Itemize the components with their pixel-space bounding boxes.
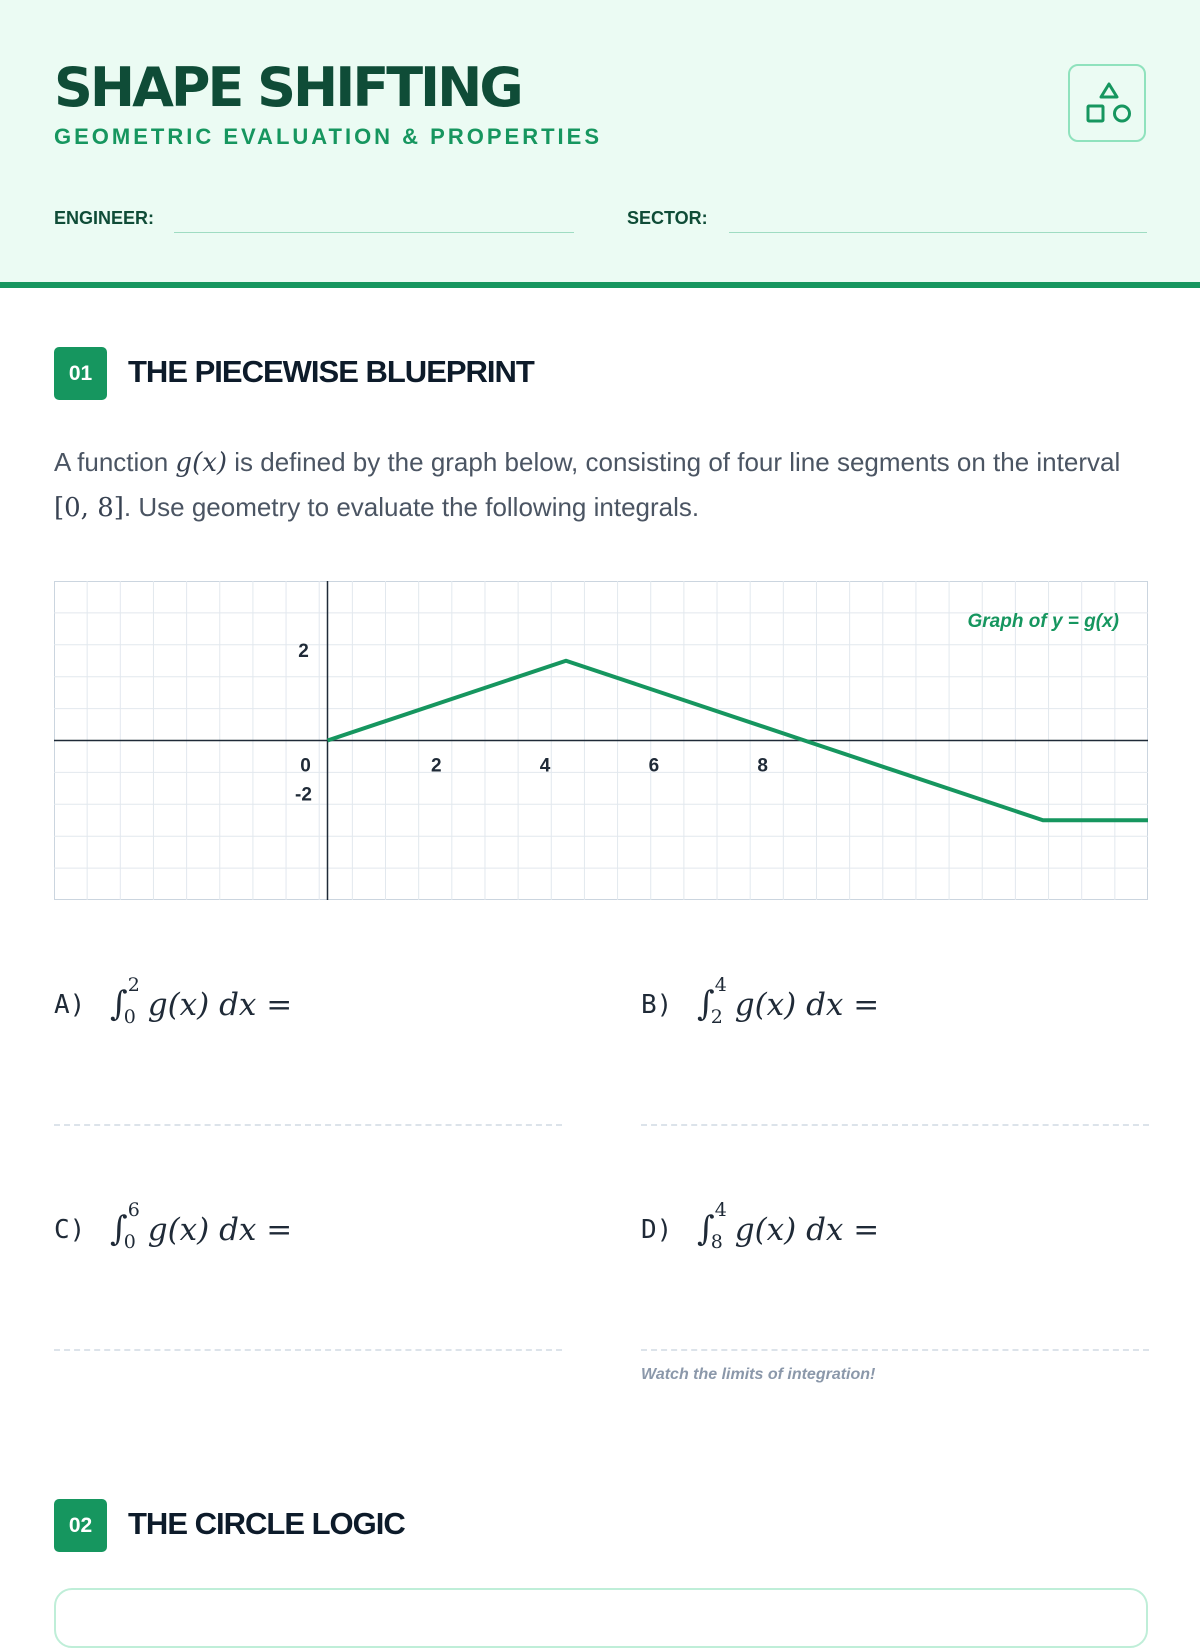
sector-label: SECTOR: (627, 208, 708, 228)
question-d-expression: ∫ 4 8 g(x) dx = (697, 1198, 880, 1253)
question-c-expression: ∫ 6 0 g(x) dx = (110, 1198, 293, 1253)
limits-hint: Watch the limits of integration! (641, 1366, 876, 1383)
x-tick-label: 2 (431, 755, 442, 777)
page-title: SHAPE SHIFTING (54, 56, 521, 119)
graph-title: Graph of y = g(x) (967, 611, 1119, 632)
x-tick-label: 4 (539, 755, 551, 777)
question-b-upper: 4 (714, 973, 727, 996)
y-tick-label: -2 (295, 784, 312, 806)
question-d-integrand: g(x) dx = (734, 1212, 880, 1248)
question-d-upper: 4 (714, 1198, 727, 1221)
page-header (0, 0, 1200, 288)
question-a-label: A) (54, 990, 86, 1020)
question-b-label: B) (641, 990, 673, 1020)
intro-text-2: is defined by the graph below, consisting of four line segments on the interval (227, 447, 1121, 477)
shapes-logo (1068, 64, 1146, 142)
question-c-integrand: g(x) dx = (147, 1212, 293, 1248)
function-name: g(x) (175, 448, 228, 478)
question-a-expression: ∫ 2 0 g(x) dx = (110, 973, 293, 1028)
question-c-upper: 6 (127, 1198, 140, 1221)
x-tick-label: 8 (757, 755, 768, 777)
shapes-icon (1070, 66, 1148, 144)
section-2-card (54, 1588, 1148, 1648)
answer-line-c[interactable] (54, 1349, 562, 1351)
y-tick-label: 2 (298, 641, 309, 663)
section-2-title: THE CIRCLE LOGIC (128, 1506, 405, 1541)
interval: [0, 8] (54, 493, 124, 523)
question-b-lower: 2 (710, 1005, 723, 1028)
answer-line-a[interactable] (54, 1124, 562, 1126)
section-1-number: 01 (54, 347, 107, 400)
question-a-lower: 0 (123, 1005, 136, 1028)
section-1-title: THE PIECEWISE BLUEPRINT (128, 354, 534, 389)
question-b-integrand: g(x) dx = (734, 987, 880, 1023)
x-tick-label: 6 (648, 755, 660, 777)
question-a-upper: 2 (127, 973, 140, 996)
question-d-lower: 8 (710, 1230, 723, 1253)
section-2-number: 02 (54, 1499, 107, 1552)
intro-text-3: . Use geometry to evaluate the following integrals. (123, 492, 700, 522)
answer-line-b[interactable] (641, 1124, 1149, 1126)
x-tick-label: 0 (300, 755, 311, 777)
engineer-field[interactable] (174, 232, 574, 233)
question-c-label: C) (54, 1215, 86, 1245)
graph-g-of-x (54, 581, 1148, 900)
question-b-expression: ∫ 4 2 g(x) dx = (697, 973, 880, 1028)
page-subtitle: GEOMETRIC EVALUATION & PROPERTIES (54, 124, 602, 149)
question-d-label: D) (641, 1215, 673, 1245)
answer-line-d[interactable] (641, 1349, 1149, 1351)
question-c-lower: 0 (123, 1230, 136, 1253)
intro-text-1: A function (54, 447, 176, 477)
engineer-label: ENGINEER: (54, 208, 155, 228)
question-a-integrand: g(x) dx = (147, 987, 293, 1023)
problem-intro (54, 440, 1154, 530)
sector-field[interactable] (729, 232, 1147, 233)
